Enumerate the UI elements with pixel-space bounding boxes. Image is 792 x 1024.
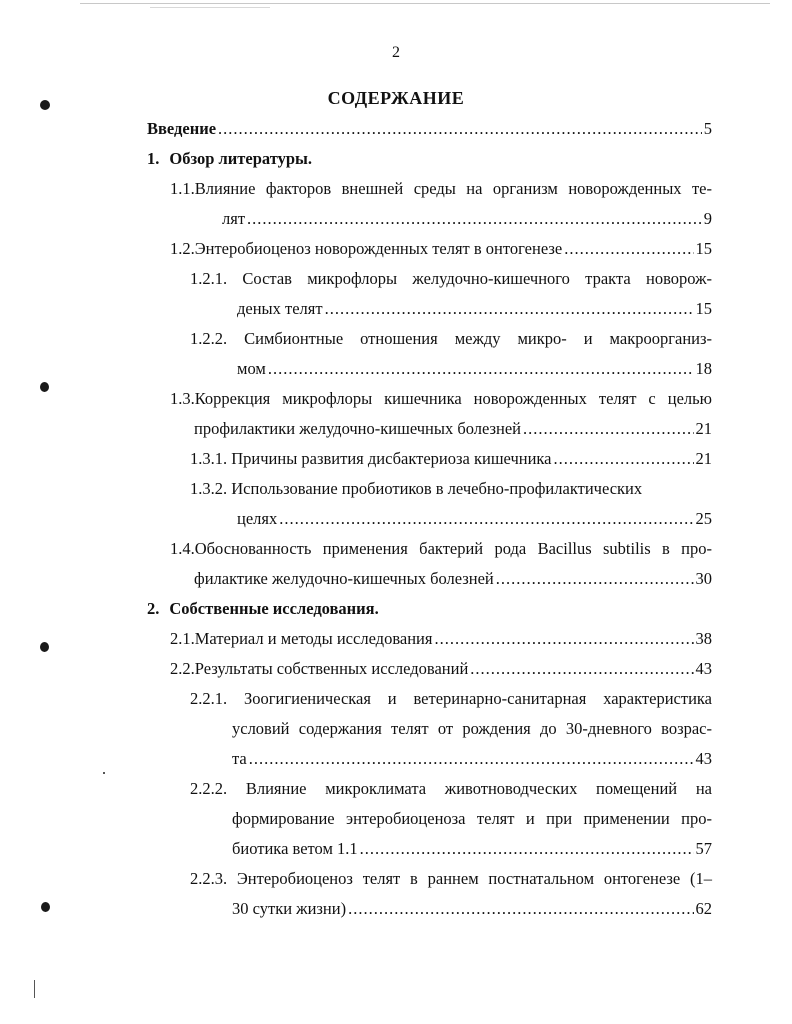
toc-entry-text: целях [237, 509, 278, 528]
toc-entry-page: 25 [695, 509, 712, 528]
toc-entry-page: 5 [703, 119, 712, 138]
toc-entry-page: 43 [695, 659, 712, 678]
toc-entry-text: 30 сутки жизни) [232, 899, 347, 918]
toc-entry-1-1-line1: 1.1.Влияние факторов внешней среды на организм новорожденных те- [170, 179, 712, 198]
dot-leader [268, 357, 694, 381]
chapter-number: 2. [147, 599, 160, 618]
toc-entry-1-3-2-line2 [237, 507, 712, 531]
toc-entry-text: 2.2.Результаты собственных исследований [170, 659, 469, 678]
toc-entry-1-2 [170, 237, 712, 261]
toc-entry-text: 2.1.Материал и методы исследования [170, 629, 433, 648]
toc-entry-text: мом [237, 359, 266, 378]
toc-entry-1-2-2-line1: 1.2.2. Симбионтные отношения между микро- и макроорганиз- [190, 329, 712, 348]
dot-leader [470, 657, 693, 681]
toc-entry-text: та [232, 749, 247, 768]
toc-entry-1-2-2-line2 [237, 357, 712, 381]
dot-leader [249, 747, 694, 771]
scan-speck [103, 772, 105, 774]
toc-entry-1-2-1-line1: 1.2.1. Состав микрофлоры желудочно-кишечного тракта новорож- [190, 269, 712, 288]
toc-entry-intro [147, 117, 712, 141]
toc-entry-text: биотика ветом 1.1 [232, 839, 358, 858]
dot-leader [348, 897, 693, 921]
dot-leader [564, 237, 693, 261]
toc-entry-1-4-line1: 1.4.Обоснованность применения бактерий рода Bacillus subtilis в про- [170, 539, 712, 558]
dot-leader [554, 447, 694, 471]
toc-entry-page: 21 [695, 419, 712, 438]
toc-entry-1-3-line2 [194, 417, 712, 441]
page-number: 2 [392, 44, 400, 61]
toc-entry-page: 62 [695, 899, 712, 918]
toc-entry-2-1 [170, 627, 712, 651]
toc-entry-text: 1.3.1. Причины развития дисбактериоза кишечника [190, 449, 552, 468]
toc-entry-text: филактике желудочно-кишечных болезней [194, 569, 494, 588]
toc-entry-2-2-3-line2 [232, 897, 712, 921]
dot-leader [218, 117, 702, 141]
toc-entry-text: 1.2.Энтеробиоценоз новорожденных телят в онтогенезе [170, 239, 563, 258]
dot-leader [279, 507, 693, 531]
toc-entry-1-3-line1: 1.3.Коррекция микрофлоры кишечника новорожденных телят с целью [170, 389, 712, 408]
dot-leader [496, 567, 694, 591]
toc-entry-page: 18 [695, 359, 712, 378]
toc-entry-page: 9 [703, 209, 712, 228]
chapter-number: 1. [147, 149, 160, 168]
scan-edge [150, 7, 270, 8]
toc-entry-2-2-1-line2: условий содержания телят от рождения до 30-дневного возрас- [232, 719, 712, 738]
toc-entry-2-2-2-line2: формирование энтеробиоценоза телят и при применении про- [232, 809, 712, 828]
dot-leader [360, 837, 694, 861]
toc-chapter-2 [147, 597, 712, 621]
dot-leader [247, 207, 702, 231]
scan-edge [34, 980, 35, 998]
toc-entry-1-1-line2 [222, 207, 712, 231]
punch-hole-mark [40, 642, 49, 652]
toc-entry-2-2-1-line3 [232, 747, 712, 771]
toc-entry-page: 43 [695, 749, 712, 768]
toc-entry-text: профилактики желудочно-кишечных болезней [194, 419, 522, 438]
punch-hole-mark [40, 382, 49, 392]
toc-entry-page: 57 [695, 839, 712, 858]
toc-entry-2-2-2-line3 [232, 837, 712, 861]
toc-entry-page: 15 [695, 299, 712, 318]
toc-entry-text: 1.3.2. Использование пробиотиков в лечебно-профилактических [190, 479, 643, 498]
toc-entry-text: деных телят [237, 299, 323, 318]
toc-entry-1-3-2-line1 [190, 477, 712, 501]
scan-edge [80, 3, 770, 4]
toc-entry-page: 30 [695, 569, 712, 588]
toc-entry-2-2-3-line1: 2.2.3. Энтеробиоценоз телят в раннем постнатальном онтогенезе (1– [190, 869, 712, 888]
toc-entry-1-2-1-line2 [237, 297, 712, 321]
toc-entry-2-2-1-line1: 2.2.1. Зоогигиеническая и ветеринарно-санитарная характеристика [190, 689, 712, 708]
toc-chapter-1 [147, 147, 712, 171]
toc-entry-page: 15 [695, 239, 712, 258]
dot-leader [523, 417, 693, 441]
toc-entry-page: 38 [695, 629, 712, 648]
toc-entry-2-2 [170, 657, 712, 681]
dot-leader [325, 297, 694, 321]
punch-hole-mark [41, 902, 50, 912]
dot-leader [434, 627, 693, 651]
chapter-title: Обзор литературы. [169, 149, 313, 168]
toc-entry-1-3-1 [190, 447, 712, 471]
toc-entry-page: 21 [695, 449, 712, 468]
toc-entry-1-4-line2 [194, 567, 712, 591]
toc-entry-text: Введение [147, 119, 217, 138]
toc-entry-2-2-2-line1: 2.2.2. Влияние микроклимата животноводческих помещений на [190, 779, 712, 798]
toc-entry-text: лят [222, 209, 246, 228]
toc-title: СОДЕРЖАНИЕ [327, 88, 465, 108]
chapter-title: Собственные исследования. [169, 599, 379, 618]
